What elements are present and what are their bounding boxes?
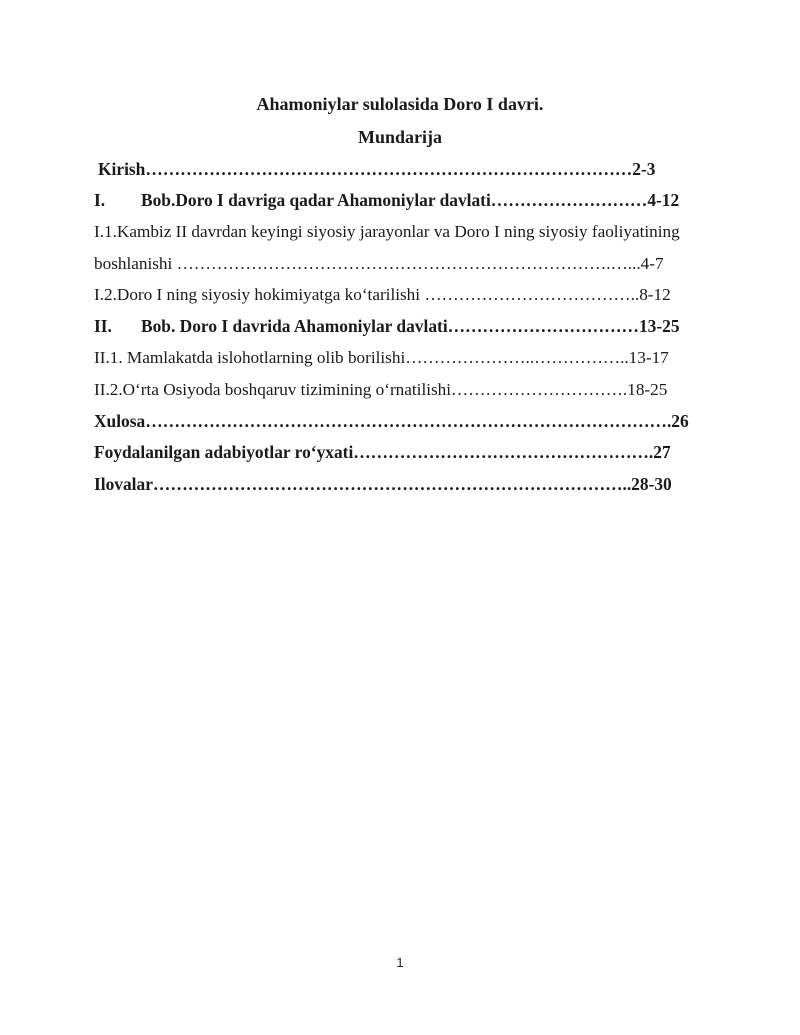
toc-entry-section-2-1: II.1. Mamlakatda islohotlarning olib borilishi…………………..……………..13-17	[94, 348, 669, 367]
toc-entry-chapter-2	[94, 316, 680, 337]
toc-entry-section-1-1: I.1.Kambiz II davrdan keyingi siyosiy jarayonlar va Doro I ning siyosiy faoliyatining	[94, 222, 680, 241]
chapter-number: I.	[94, 190, 106, 210]
page-number: 1	[396, 955, 404, 970]
toc-entry-chapter-1	[94, 190, 679, 211]
toc-entry-kirish: Kirish…………………………………………………………………………2-3	[98, 159, 656, 179]
toc-entry-foydalanilgan: Foydalanilgan adabiyotlar ro‘yxati…………………………………………….27	[94, 442, 671, 462]
toc-heading: Mundarija	[357, 127, 442, 147]
toc-entry-section-1-2: I.2.Doro I ning siyosiy hokimiyatga ko‘tarilishi ………………………………..8-12	[94, 285, 671, 304]
chapter-number: II.	[94, 316, 112, 336]
toc-entry-section-2-2: II.2.O‘rta Osiyoda boshqaruv tizimining o‘rnatilishi………………………….18-25	[94, 380, 668, 399]
toc-entry-section-1-1-cont: boshlanishi ………………………………………………………………….…...4-7	[94, 254, 664, 273]
document-title: Ahamoniylar sulolasida Doro I davri.	[256, 94, 544, 114]
chapter-title: Bob. Doro I davrida Ahamoniylar davlati……………………………13-25	[141, 316, 680, 336]
toc-entry-xulosa: Xulosa……………………………………………………………………………….26	[94, 411, 689, 431]
toc-entry-ilovalar: Ilovalar………………………………………………………………………..28-30	[94, 474, 672, 494]
chapter-title: Bob.Doro I davriga qadar Ahamoniylar davlati………………………4-12	[141, 190, 680, 210]
